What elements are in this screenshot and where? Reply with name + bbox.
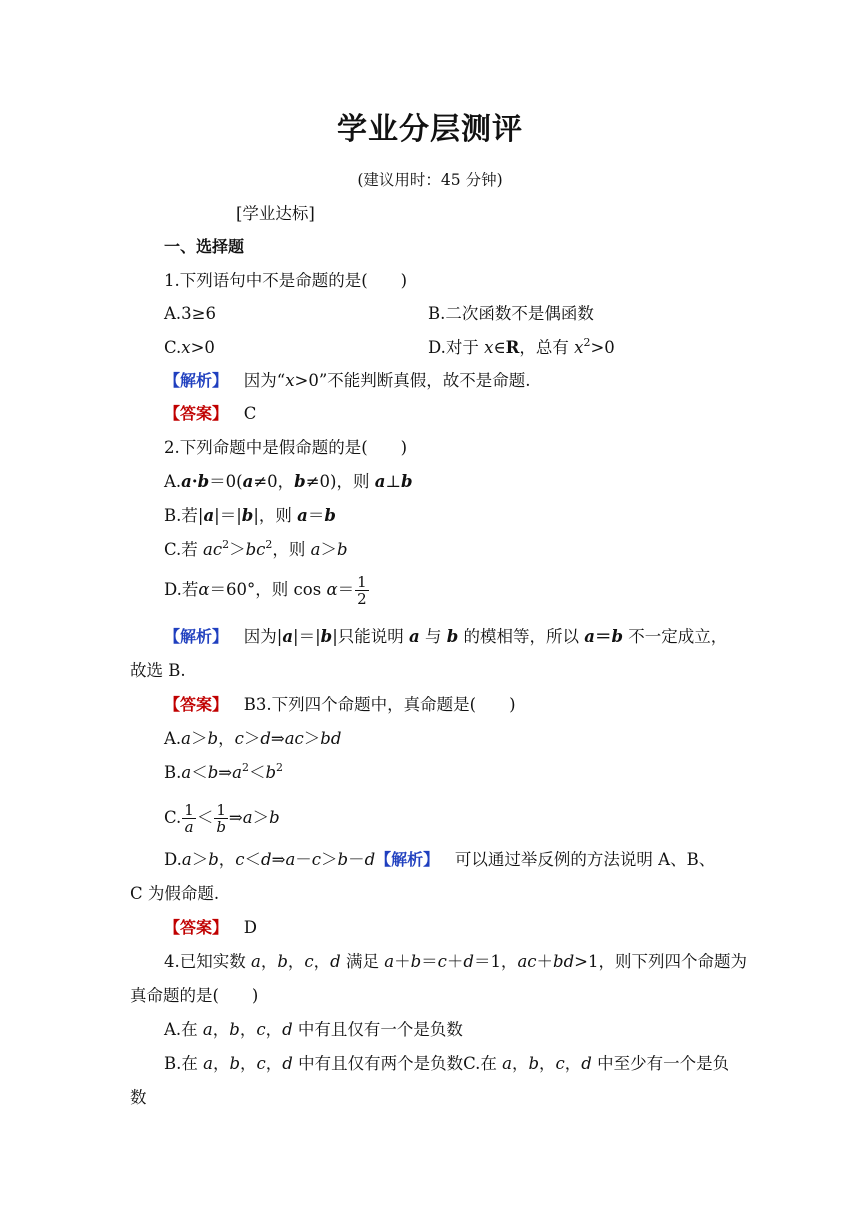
q4-stem-cont: 真命题的是( )	[130, 986, 259, 1005]
q3-stem: 3.下列四个命题中，真命题是( )	[255, 695, 516, 714]
q4-option-c: C.在 a，b，c，d 中至少有一个是负	[463, 1054, 730, 1073]
section-heading: 一、选择题	[164, 237, 245, 256]
q3-answer: 【答案】 D	[164, 918, 257, 937]
fraction-one-over-a: $\frac{1}{a}$	[184, 801, 194, 836]
q3-option-c: C. $\frac{1}{a}$ ＜ $\frac{1}{b}$ ⇒a＞b	[164, 801, 280, 836]
q3-option-b: $B.a<b\Rightarrow a^2<b^2$	[164, 761, 284, 782]
fraction-one-half: $\frac{1}{2}$	[357, 573, 367, 608]
q1-answer: 【答案】 C	[164, 404, 257, 423]
q2-option-a: A.a·b＝0(a≠0，b≠0)，则 a⊥b	[164, 472, 413, 491]
q1-option-c: C.x>0 D.对于 x∈R，总有 $x^2>0$	[164, 336, 615, 357]
q3-option-a: A.a＞b，c＞d⇒ac＞bd	[164, 729, 342, 748]
time-suggestion: (建议用时：45 分钟)	[357, 171, 503, 189]
analysis-label: 【解析】	[164, 371, 229, 390]
q2-option-d: D.若α＝60°，则 cos α＝ $\frac{1}{2}$	[164, 573, 367, 608]
page-title: 学业分层测评	[337, 112, 523, 147]
q2-option-c: C.若 $ac^2>bc^2$，则 a＞b	[164, 538, 348, 559]
q4-option-b: B.在 a，b，c，d 中有且仅有两个是负数C.在 a，b，c，d 中至少有一个是负	[164, 1054, 730, 1073]
fraction-one-over-b: $\frac{1}{b}$	[216, 801, 226, 836]
q2-analysis-cont: 故选 B.	[130, 661, 186, 680]
answer-label: 【答案】	[164, 695, 229, 714]
q1-option-a: A.3≥6 B.二次函数不是偶函数	[164, 304, 594, 323]
q1-analysis: 【解析】 因为“x>0”不能判断真假，故不是命题.	[164, 371, 531, 390]
q2-option-b: B.若|a|＝|b|，则 a＝b	[164, 506, 336, 525]
answer-label: 【答案】	[164, 404, 229, 423]
q2-analysis: 【解析】 因为|a|＝|b|只能说明 a 与 b 的模相等，所以 a＝b 不一定成立，	[164, 627, 728, 646]
q2-answer: 【答案】 B3.下列四个命题中，真命题是( )	[164, 695, 516, 714]
section-tag: [学业达标]	[236, 204, 315, 223]
q4-option-c-cont: 数	[130, 1088, 147, 1107]
q1-stem: 1.下列语句中不是命题的是( )	[164, 271, 408, 290]
q3-analysis-cont: C 为假命题.	[130, 884, 220, 903]
analysis-label: 【解析】	[164, 627, 229, 646]
q1-option-d: D.对于 x∈R，总有 $x^2>0$	[428, 336, 615, 357]
q4-option-a: A.在 a，b，c，d 中有且仅有一个是负数	[164, 1020, 463, 1039]
q4-stem: 4.已知实数 a，b，c，d 满足 a＋b＝c＋d＝1，ac＋bd>1，则下列四个命题为	[164, 952, 747, 971]
q3-option-d: D.a＞b，c＜d⇒a－c＞b－d【解析】 可以通过举反例的方法说明 A、B、	[164, 850, 716, 869]
answer-label: 【答案】	[164, 918, 229, 937]
analysis-label: 【解析】	[375, 850, 440, 869]
q2-stem: 2.下列命题中是假命题的是( )	[164, 438, 408, 457]
q1-option-b: B.二次函数不是偶函数	[428, 304, 594, 323]
